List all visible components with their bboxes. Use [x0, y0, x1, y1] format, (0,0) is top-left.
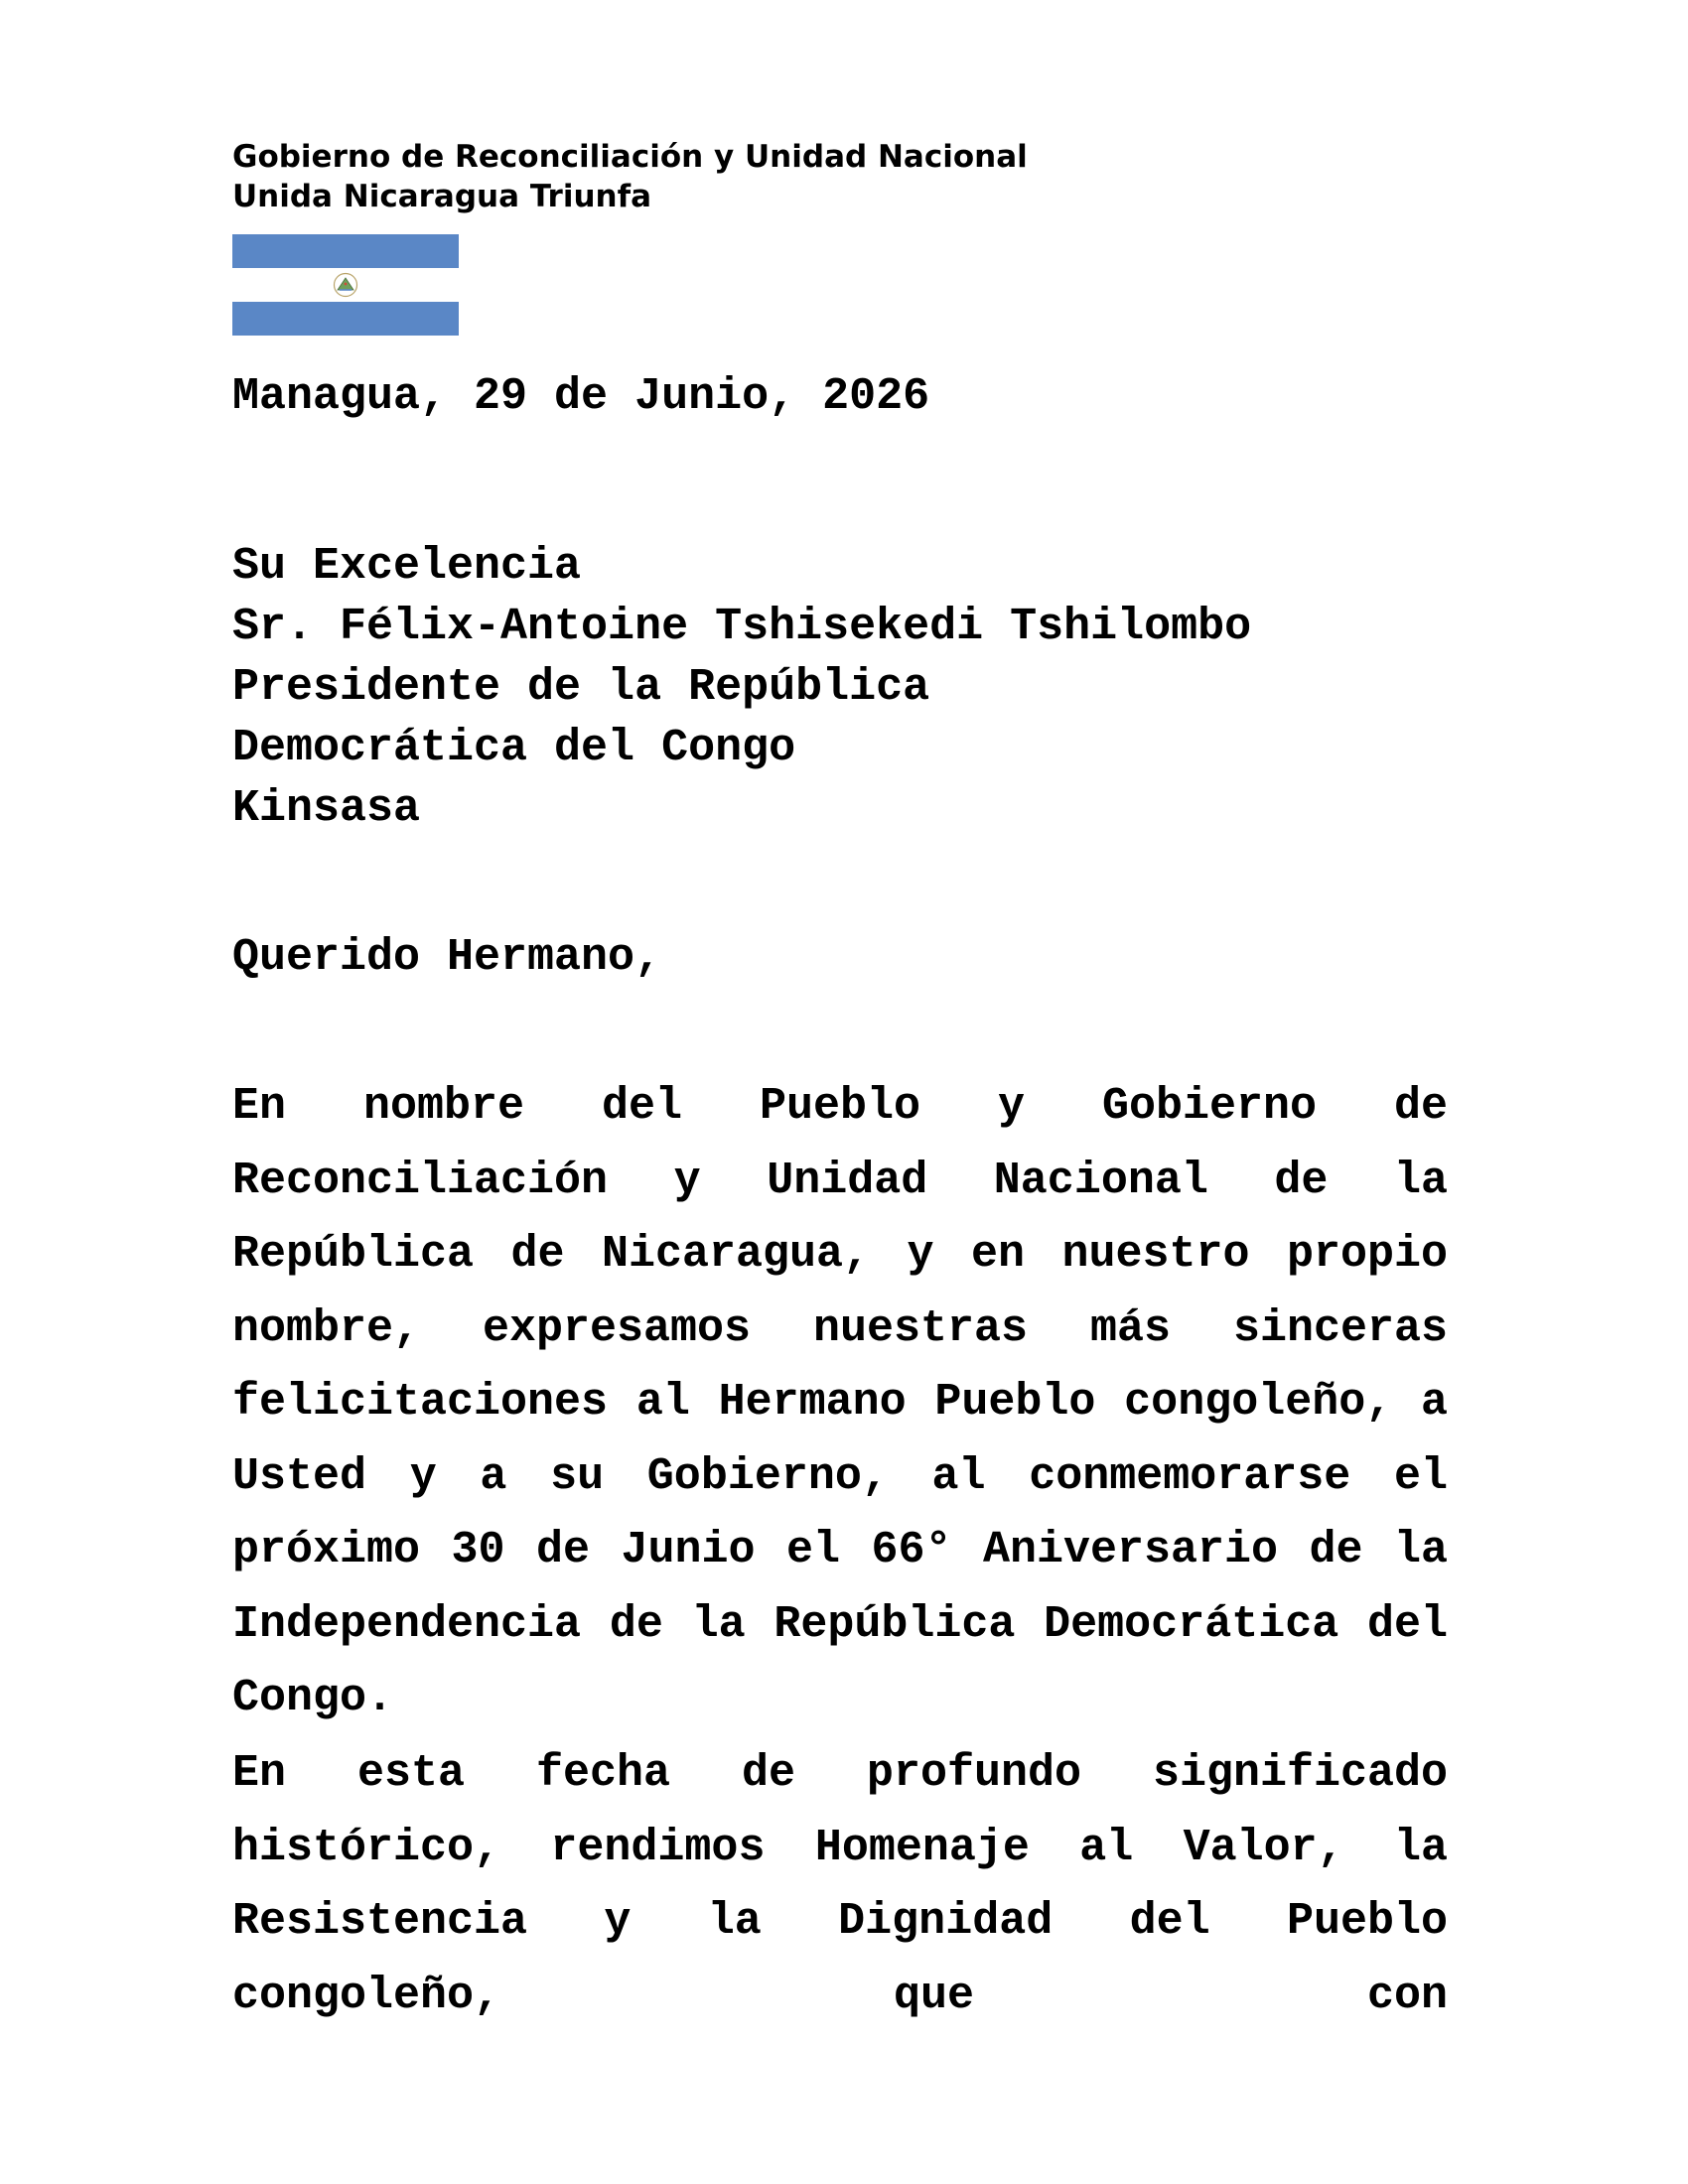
body-paragraph-2: En esta fecha de profundo significado histórico, rendimos Homenaje al Valor, la Resistencia y la Dignidad del Pueblo congoleño, que con	[232, 1748, 1448, 2021]
letter-date: Managua, 29 de Junio, 2026	[232, 371, 930, 422]
recipient-city: Kinsasa	[232, 783, 421, 834]
body-paragraph-1: En nombre del Pueblo y Gobierno de Reconciliación y Unidad Nacional de la República de Nicaragua, y en nuestro propio nombre, expresamos nuestras más sinceras felicitaciones al Hermano Pueblo congoleño, a Usted y a su Gobierno, al conmemorarse el próximo 30 de Junio el 66° Aniversario de la Independencia de la República Democrática del Congo.	[232, 1081, 1448, 1723]
recipient-title-continued: Democrática del Congo	[232, 723, 796, 773]
letterhead-motto: Unida Nicaragua Triunfa	[232, 179, 652, 214]
flag-bottom-band	[232, 302, 459, 336]
nicaragua-flag-icon	[232, 234, 459, 336]
recipient-title: Presidente de la República	[232, 662, 930, 713]
coat-of-arms-icon	[331, 272, 360, 298]
letterhead	[232, 137, 1028, 216]
letterhead-government-name: Gobierno de Reconciliación y Unidad Nacional	[232, 139, 1028, 175]
recipient-honorific: Su Excelencia	[232, 541, 582, 592]
flag-middle-band	[232, 268, 459, 302]
salutation: Querido Hermano,	[232, 932, 662, 983]
recipient-address	[232, 536, 1251, 839]
flag-top-band	[232, 234, 459, 268]
recipient-name: Sr. Félix-Antoine Tshisekedi Tshilombo	[232, 602, 1252, 652]
